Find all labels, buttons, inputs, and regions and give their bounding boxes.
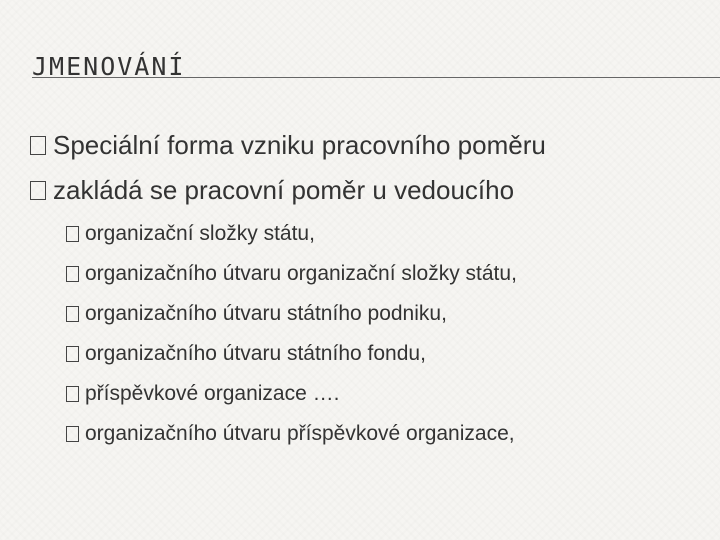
sub-bullet-text: organizačního útvaru příspěvkové organizace, bbox=[85, 422, 515, 445]
sub-bullet-text: organizačního útvaru státního podniku, bbox=[85, 302, 447, 325]
sub-bullet-box-icon bbox=[66, 426, 79, 442]
sub-bullet-box-icon bbox=[66, 306, 79, 322]
title-underline bbox=[32, 77, 720, 78]
bullet-box-icon bbox=[30, 136, 46, 155]
sub-bullet-text: organizačního útvaru státního fondu, bbox=[85, 342, 426, 365]
slide-title: JMENOVÁNÍ bbox=[32, 52, 186, 81]
sub-bullet-item bbox=[66, 342, 426, 366]
sub-bullet-text: organizačního útvaru organizační složky státu, bbox=[85, 262, 517, 285]
sub-bullet-text: organizační složky státu, bbox=[85, 222, 315, 245]
sub-bullet-box-icon bbox=[66, 226, 79, 242]
sub-bullet-box-icon bbox=[66, 266, 79, 282]
sub-bullet-box-icon bbox=[66, 346, 79, 362]
sub-bullet-item bbox=[66, 382, 339, 406]
sub-bullet-item bbox=[66, 302, 447, 326]
bullet-text: Speciální forma vzniku pracovního poměru bbox=[53, 130, 546, 160]
sub-bullet-item bbox=[66, 262, 517, 286]
sub-bullet-item bbox=[66, 422, 515, 446]
sub-bullet-box-icon bbox=[66, 386, 79, 402]
sub-bullet-item bbox=[66, 222, 315, 246]
bullet-box-icon bbox=[30, 181, 46, 200]
bullet-item bbox=[30, 175, 514, 206]
bullet-text: zakládá se pracovní poměr u vedoucího bbox=[53, 175, 515, 205]
sub-bullet-text: příspěvkové organizace …. bbox=[85, 382, 340, 405]
bullet-item bbox=[30, 130, 546, 161]
